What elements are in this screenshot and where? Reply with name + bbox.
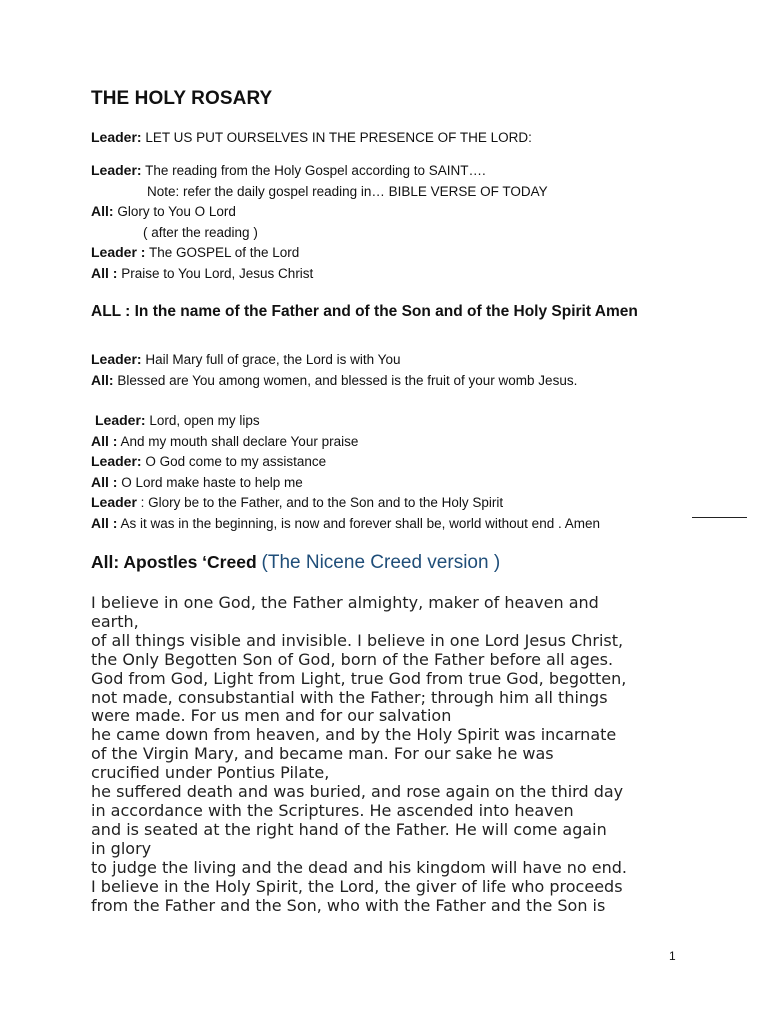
opening-line <box>91 474 303 491</box>
gospel-line <box>91 244 299 261</box>
creed-line: in glory <box>91 838 152 858</box>
page-title: THE HOLY ROSARY <box>91 88 273 109</box>
creed-line: to judge the living and the dead and his kingdom will have no end. <box>91 857 627 877</box>
speaker-label: Leader: <box>95 412 146 428</box>
opening-line <box>95 412 260 429</box>
creed-line: in accordance with the Scriptures. He ascended into heaven <box>91 800 574 820</box>
creed-line: were made. For us men and for our salvation <box>91 706 452 726</box>
hail-mary-line <box>91 372 577 389</box>
speaker-label: All : <box>91 433 118 449</box>
speaker-label: Leader: <box>91 162 142 178</box>
creed-line: of all things visible and invisible. I believe in one Lord Jesus Christ, <box>91 630 624 650</box>
creed-line: of the Virgin Mary, and became man. For our sake he was <box>91 744 554 764</box>
speaker-label: All: <box>91 203 114 219</box>
creed-heading-label: All: Apostles ‘Creed <box>91 552 257 572</box>
speaker-label: All : <box>91 515 118 531</box>
creed-line: the Only Begotten Son of God, born of the Father before all ages. <box>91 649 614 669</box>
speaker-label: Leader: <box>91 351 142 367</box>
prayer-text: ( after the reading ) <box>143 225 258 240</box>
opening-line <box>91 453 326 470</box>
creed-line: and is seated at the right hand of the Father. He will come again <box>91 819 607 839</box>
speaker-label: Leader <box>91 494 137 510</box>
creed-line: he came down from heaven, and by the Holy Spirit was incarnate <box>91 725 617 745</box>
prayer-text: O Lord make haste to help me <box>117 475 303 490</box>
gospel-line <box>91 162 486 179</box>
intro-line <box>91 129 532 146</box>
prayer-text: LET US PUT OURSELVES IN THE PRESENCE OF THE LORD: <box>141 130 532 145</box>
prayer-text: : Glory be to the Father, and to the Son and to the Holy Spirit <box>136 495 504 510</box>
prayer-text: The GOSPEL of the Lord <box>145 245 300 260</box>
creed-line: God from God, Light from Light, true God from true God, begotten, <box>91 668 627 688</box>
page-number: 1 <box>669 949 676 963</box>
creed-line: from the Father and the Son, who with the Father and the Son is <box>91 895 606 915</box>
prayer-text: The reading from the Holy Gospel according to SAINT…. <box>141 163 486 178</box>
creed-line: I believe in the Holy Spirit, the Lord, the giver of life who proceeds <box>91 876 623 896</box>
speaker-label: All: <box>91 372 114 388</box>
gospel-note <box>143 224 258 241</box>
opening-line <box>91 494 503 511</box>
creed-line: not made, consubstantial with the Father; through him all things <box>91 687 608 707</box>
hail-mary-line <box>91 351 400 368</box>
creed-line: crucified under Pontius Pilate, <box>91 763 330 783</box>
creed-body <box>91 594 711 915</box>
gospel-note <box>147 183 548 200</box>
gospel-line <box>91 203 236 220</box>
creed-version-note: (The Nicene Creed version ) <box>261 552 501 573</box>
prayer-text: Praise to You Lord, Jesus Christ <box>117 266 314 281</box>
sign-of-cross-line: ALL : In the name of the Father and of the Son and of the Holy Spirit Amen <box>91 303 638 320</box>
prayer-text: Glory to You O Lord <box>113 204 236 219</box>
speaker-label: Leader: <box>91 453 142 469</box>
prayer-text: Lord, open my lips <box>145 413 260 428</box>
opening-line <box>91 433 358 450</box>
prayer-text: O God come to my assistance <box>141 454 327 469</box>
gospel-line <box>91 265 313 282</box>
opening-line <box>91 515 600 532</box>
creed-line: earth, <box>91 611 139 631</box>
speaker-label: Leader: <box>91 129 142 145</box>
margin-rule <box>692 517 747 518</box>
prayer-text: Note: refer the daily gospel reading in… BIBLE VERSE OF TODAY <box>147 184 548 199</box>
speaker-label: Leader : <box>91 244 146 260</box>
creed-line: he suffered death and was buried, and rose again on the third day <box>91 782 624 802</box>
speaker-label: All : <box>91 474 118 490</box>
prayer-text: Blessed are You among women, and blessed is the fruit of your womb Jesus. <box>113 373 578 388</box>
creed-heading <box>91 552 500 574</box>
prayer-text: As it was in the beginning, is now and forever shall be, world without end . Amen <box>117 516 600 531</box>
prayer-text: And my mouth shall declare Your praise <box>117 434 359 449</box>
speaker-label: All : <box>91 265 118 281</box>
creed-line: I believe in one God, the Father almighty, maker of heaven and <box>91 593 599 612</box>
prayer-text: Hail Mary full of grace, the Lord is with You <box>141 352 401 367</box>
